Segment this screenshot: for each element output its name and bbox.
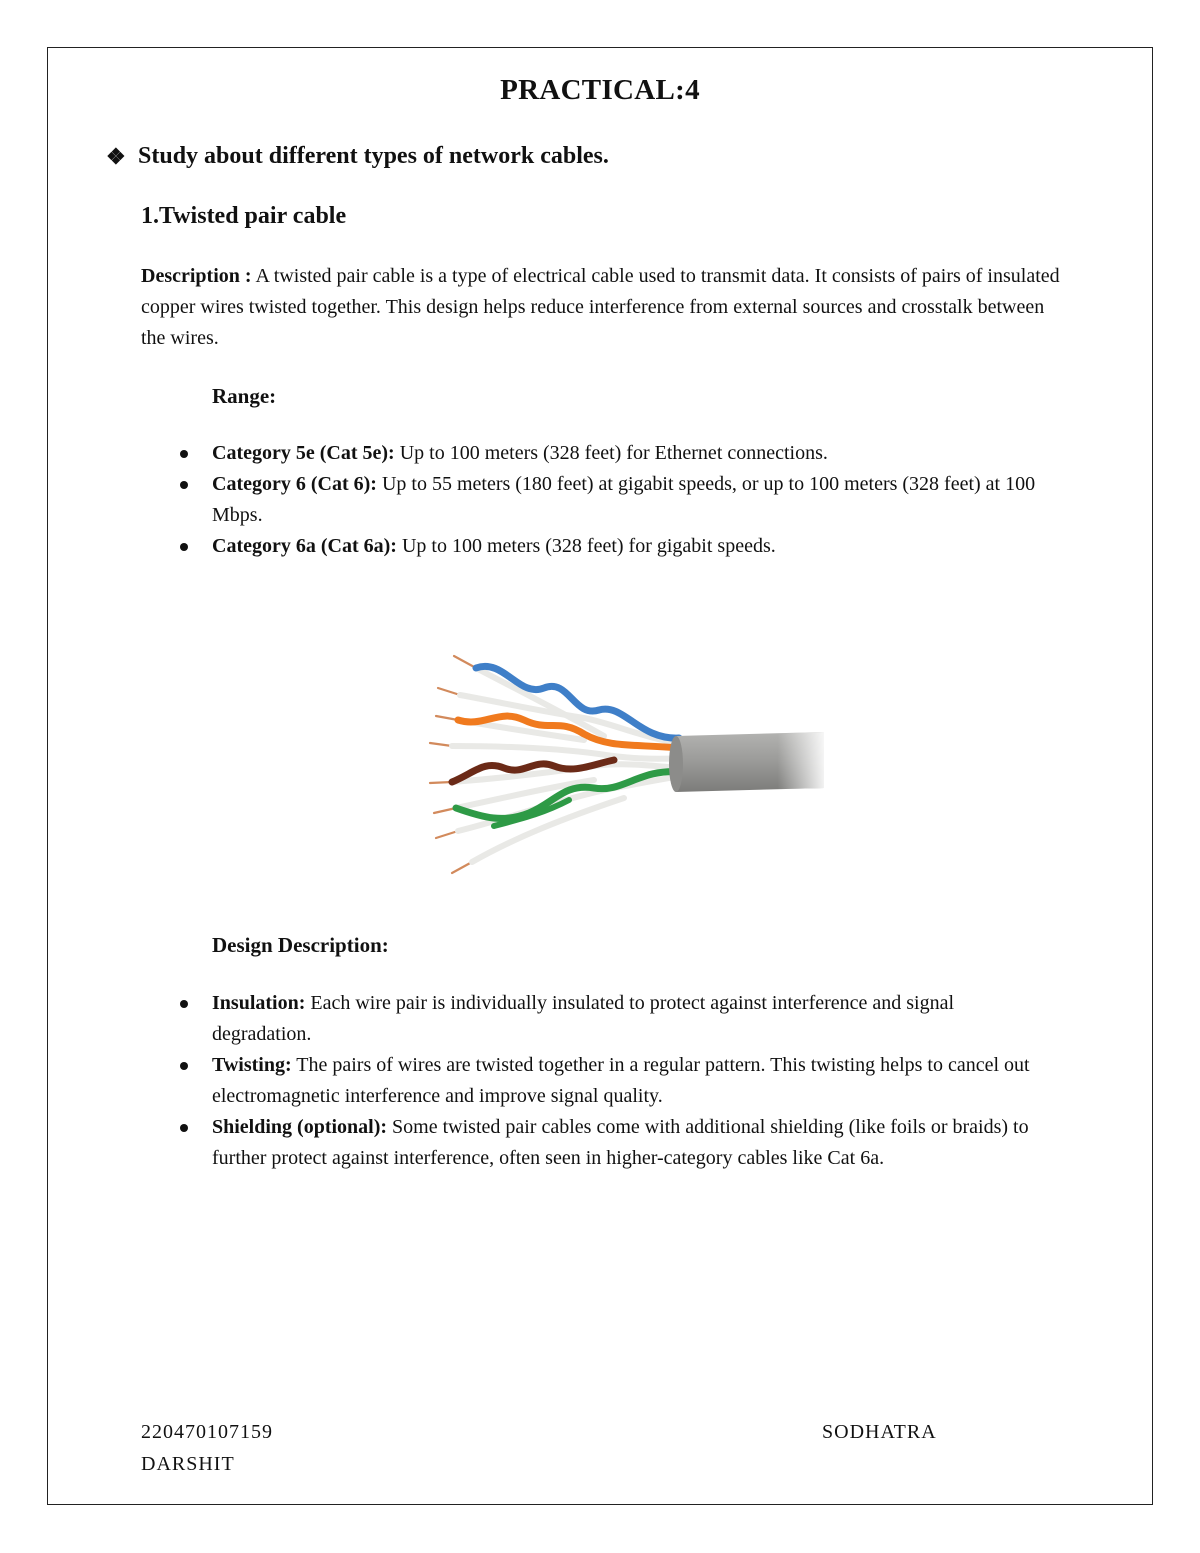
page-title: PRACTICAL:4 [500,74,700,106]
bullet-dot-icon [180,450,188,458]
diamond-bullet-icon: ❖ [106,143,126,169]
design-description-label: Design Description: [212,933,389,957]
list-item [178,469,1058,531]
range-text: Up to 100 meters (328 feet) for Ethernet connections. [394,442,828,464]
design-list [178,988,1058,1174]
footer-first-name: DARSHIT [141,1453,235,1475]
footer-enrollment-number: 220470107159 [141,1421,273,1443]
bullet-dot-icon [180,543,188,551]
section-heading [106,143,609,170]
range-term: Category 6 (Cat 6): [212,473,377,495]
design-term: Twisting: [212,1054,292,1076]
design-text: Some twisted pair cables come with additional shielding (like foils or braids) to further protect against interference, often seen in higher-category cables like Cat 6a. [212,1116,1029,1169]
range-text: Up to 100 meters (328 feet) for gigabit speeds. [396,535,776,557]
range-label: Range: [212,384,277,408]
description-paragraph [141,261,1071,354]
bullet-dot-icon [180,1062,188,1070]
description-label: Description : [141,265,252,287]
range-text: Up to 55 meters (180 feet) at gigabit speeds, or up to 100 meters (328 feet) at 100 Mbps. [212,473,1036,526]
cable-jacket [669,732,824,792]
design-term: Insulation: [212,992,306,1014]
section-heading-text: Study about different types of network cables. [138,143,609,169]
range-list [178,438,1058,562]
description-text: A twisted pair cable is a type of electrical cable used to transmit data. It consists of pairs of insulated copper wires twisted together. This design helps reduce interference from external sources and crosstalk between the wires. [141,265,1060,349]
list-item [178,1112,1058,1174]
list-item [178,531,1058,562]
design-text: The pairs of wires are twisted together in a regular pattern. This twisting helps to cancel out electromagnetic interference and improve signal quality. [212,1054,1030,1107]
range-term: Category 5e (Cat 5e): [212,442,395,464]
design-text: Each wire pair is individually insulated to protect against interference and signal degradation. [212,992,955,1045]
design-term: Shielding (optional): [212,1116,388,1138]
copper-wire-tips [430,656,476,873]
list-item [178,1050,1058,1112]
subsection-heading: 1.Twisted pair cable [141,203,347,229]
twisted-pair-cable-image [424,648,834,880]
bullet-dot-icon [180,1000,188,1008]
list-item [178,988,1058,1050]
bullet-dot-icon [180,1124,188,1132]
list-item [178,438,1058,469]
range-term: Category 6a (Cat 6a): [212,535,397,557]
footer-last-name: SODHATRA [822,1421,937,1443]
bullet-dot-icon [180,481,188,489]
